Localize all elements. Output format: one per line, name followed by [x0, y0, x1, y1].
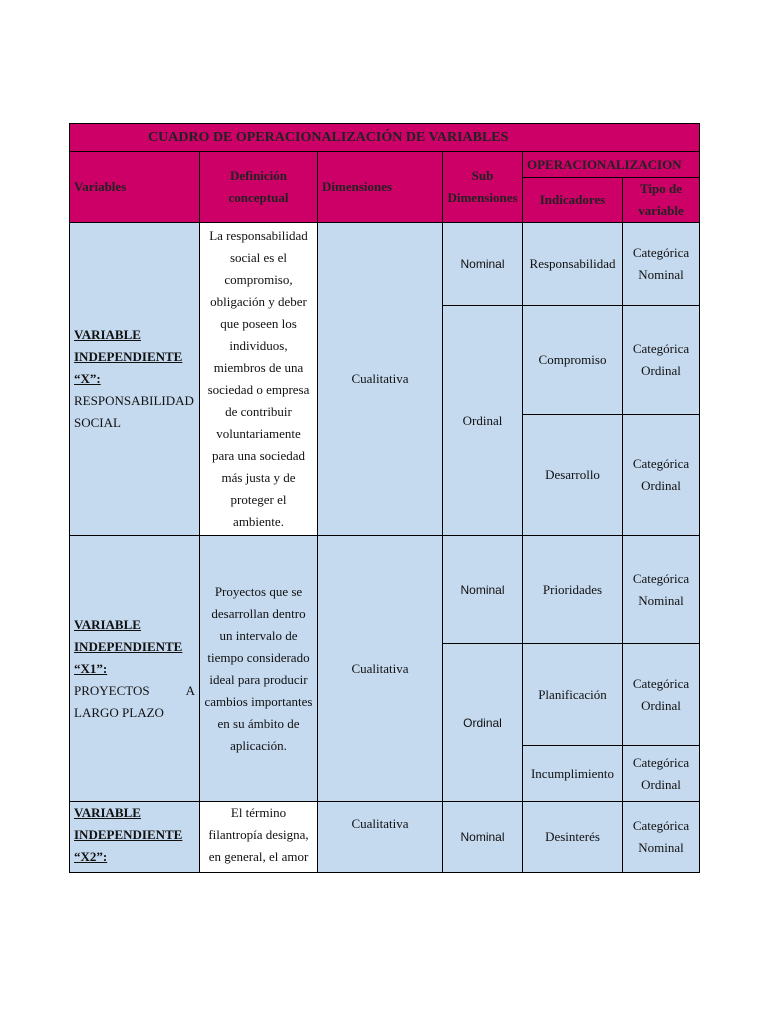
- variable-head: INDEPENDIENTE: [74, 827, 183, 842]
- variable-name: A: [185, 682, 195, 698]
- type-cell: Categórica Ordinal: [623, 644, 700, 746]
- variable-head: INDEPENDIENTE: [74, 638, 183, 654]
- header-operacionalizacion: OPERACIONALIZACION: [523, 152, 700, 178]
- table-title: CUADRO DE OPERACIONALIZACIÓN DE VARIABLES: [70, 124, 700, 152]
- dimension-cell: Cualitativa: [318, 802, 443, 873]
- variable-name-line: [74, 680, 195, 702]
- header-tipo-variable: Tipo de variable: [623, 178, 700, 223]
- subdimension-cell: Nominal: [443, 536, 523, 644]
- subdimension-cell: Nominal: [443, 802, 523, 873]
- header-dimensiones: Dimensiones: [318, 152, 443, 223]
- variable-name: RESPONSABILIDAD: [74, 393, 194, 408]
- indicator-cell: Incumplimiento: [523, 746, 623, 802]
- header-definicion: Definición conceptual: [200, 152, 318, 223]
- indicator-cell: Responsabilidad: [523, 223, 623, 306]
- variable-head: INDEPENDIENTE: [74, 349, 183, 364]
- indicator-cell: Desinterés: [523, 802, 623, 873]
- indicator-cell: Prioridades: [523, 536, 623, 644]
- indicator-cell: Desarrollo: [523, 415, 623, 536]
- variable-head: VARIABLE: [74, 616, 141, 632]
- definition-cell: La responsabilidad social es el compromiso, obligación y deber que poseen los individuos, miembros de una sociedad o empresa de contribuir voluntariamente para una sociedad más justa y de proteger el ambiente.: [200, 223, 318, 536]
- variable-cell-x: [70, 223, 200, 536]
- definition-cell: El término filantropía designa, en general, el amor: [200, 802, 318, 873]
- variable-name: SOCIAL: [74, 415, 121, 430]
- variable-head: VARIABLE: [74, 805, 141, 820]
- indicator-cell: Planificación: [523, 644, 623, 746]
- type-cell: Categórica Ordinal: [623, 306, 700, 415]
- variable-name: PROYECTOS: [74, 682, 150, 698]
- variable-head: “X1”:: [74, 660, 108, 676]
- type-cell: Categórica Ordinal: [623, 746, 700, 802]
- variable-head: “X”:: [74, 371, 101, 386]
- variable-head: VARIABLE: [74, 327, 141, 342]
- type-cell: Categórica Nominal: [623, 223, 700, 306]
- subdimension-cell: Ordinal: [443, 644, 523, 802]
- definition-cell: Proyectos que se desarrollan dentro un intervalo de tiempo considerado ideal para producir cambios importantes en su ámbito de aplicación.: [200, 536, 318, 802]
- variable-cell-x2: [70, 802, 200, 873]
- type-cell: Categórica Ordinal: [623, 415, 700, 536]
- variable-head: “X2”:: [74, 849, 108, 864]
- header-indicadores: Indicadores: [523, 178, 623, 223]
- type-cell: Categórica Nominal: [623, 536, 700, 644]
- subdimension-cell: Ordinal: [443, 306, 523, 536]
- operationalization-table: [69, 123, 700, 873]
- subdimension-cell: Nominal: [443, 223, 523, 306]
- dimension-cell: Cualitativa: [318, 223, 443, 536]
- dimension-cell: Cualitativa: [318, 536, 443, 802]
- variable-cell-x1: [70, 536, 200, 802]
- header-variables: Variables: [70, 152, 200, 223]
- header-sub-dimensiones: Sub Dimensiones: [443, 152, 523, 223]
- variable-name: LARGO PLAZO: [74, 704, 164, 720]
- indicator-cell: Compromiso: [523, 306, 623, 415]
- type-cell: Categórica Nominal: [623, 802, 700, 873]
